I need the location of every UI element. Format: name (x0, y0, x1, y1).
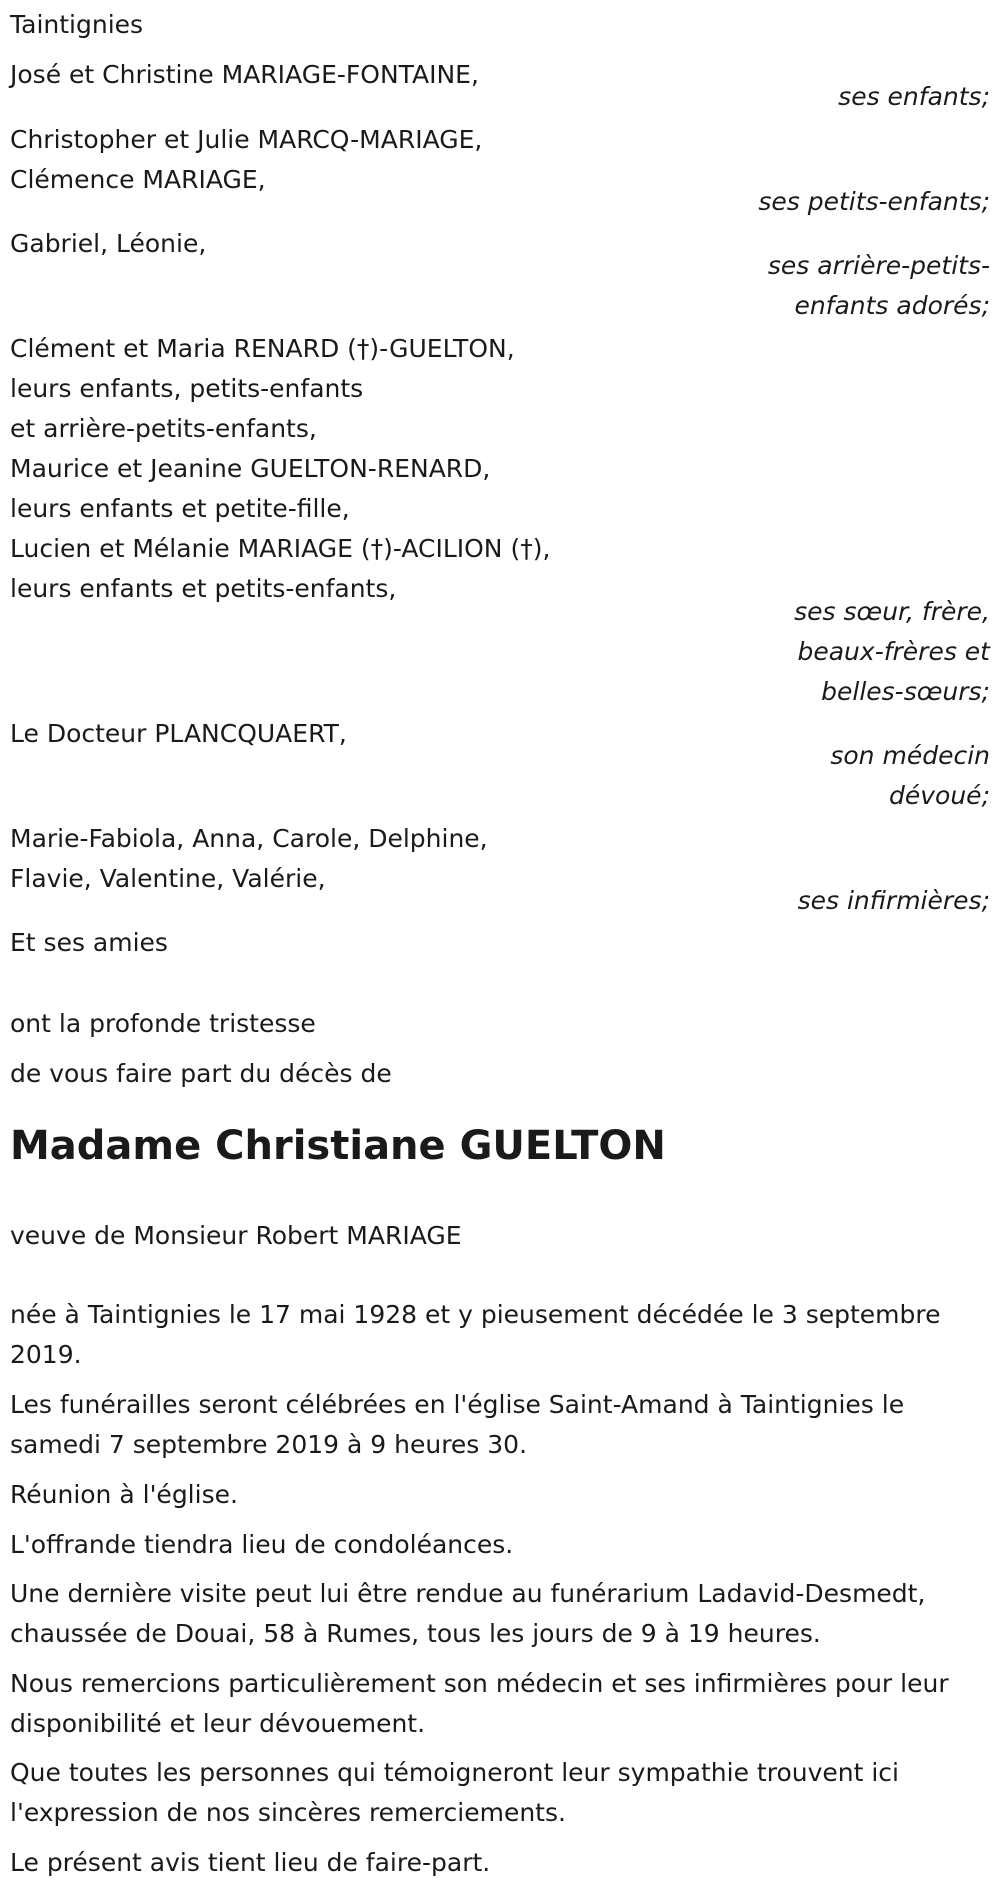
family-relation-line: dévoué; (889, 781, 990, 810)
family-name-line: Clémence MARIAGE, (10, 165, 266, 194)
family-relation-line: ses arrière-petits- (767, 251, 990, 280)
offering-paragraph: L'offrande tiendra lieu de condoléances. (10, 1530, 514, 1559)
friends-line: Et ses amies (10, 928, 168, 957)
announcement-line: ont la profonde tristesse (10, 1009, 316, 1038)
family-relation-line: ses sœur, frère, (794, 597, 990, 626)
spouse-line: veuve de Monsieur Robert MARIAGE (10, 1221, 462, 1250)
family-name-line: leurs enfants et petite-fille, (10, 494, 350, 523)
family-name-line: Flavie, Valentine, Valérie, (10, 864, 326, 893)
thanks-all-paragraph: Que toutes les personnes qui témoigneront leur sympathie trouvent ici l'expression de nos sincères remerciements. (10, 1758, 899, 1827)
family-name-line: et arrière-petits-enfants, (10, 414, 317, 443)
birth-death-paragraph: née à Taintignies le 17 mai 1928 et y pieusement décédée le 3 septembre 2019. (10, 1300, 941, 1369)
thanks-caregivers-paragraph: Nous remercions particulièrement son médecin et ses infirmières pour leur disponibilité et leur dévouement. (10, 1669, 949, 1738)
family-relation-line: enfants adorés; (794, 291, 990, 320)
family-relation-line: ses enfants; (838, 82, 990, 111)
family-name-line: Gabriel, Léonie, (10, 229, 207, 258)
family-name-line: Clément et Maria RENARD (†)-GUELTON, (10, 334, 515, 363)
notice-paragraph: Le présent avis tient lieu de faire-part. (10, 1848, 491, 1877)
family-name-line: Maurice et Jeanine GUELTON-RENARD, (10, 454, 491, 483)
family-relation-line: son médecin (830, 741, 990, 770)
funeral-paragraph: Les funérailles seront célébrées en l'église Saint-Amand à Taintignies le samedi 7 septembre 2019 à 9 heures 30. (10, 1390, 905, 1459)
family-name-line: leurs enfants et petits-enfants, (10, 574, 397, 603)
family-relation-line: beaux-frères et (797, 637, 990, 666)
family-name-line: Le Docteur PLANCQUAERT, (10, 719, 347, 748)
family-name-line: Marie-Fabiola, Anna, Carole, Delphine, (10, 824, 488, 853)
family-relation-line: ses petits-enfants; (758, 187, 990, 216)
family-name-line: Lucien et Mélanie MARIAGE (†)-ACILION (†), (10, 534, 551, 563)
family-relation-line: belles-sœurs; (821, 677, 990, 706)
family-name-line: Christopher et Julie MARCQ-MARIAGE, (10, 125, 483, 154)
announcement-line: de vous faire part du décès de (10, 1059, 392, 1088)
deceased-name: Madame Christiane GUELTON (10, 1123, 666, 1169)
family-relation-line: ses infirmières; (797, 886, 990, 915)
family-name-line: leurs enfants, petits-enfants (10, 374, 364, 403)
visit-paragraph: Une dernière visite peut lui être rendue au funérarium Ladavid-Desmedt, chaussée de Douai, 58 à Rumes, tous les jours de 9 à 19 heures. (10, 1579, 926, 1648)
location-line: Taintignies (10, 10, 144, 39)
meeting-paragraph: Réunion à l'église. (10, 1480, 238, 1509)
family-name-line: José et Christine MARIAGE-FONTAINE, (10, 60, 479, 89)
